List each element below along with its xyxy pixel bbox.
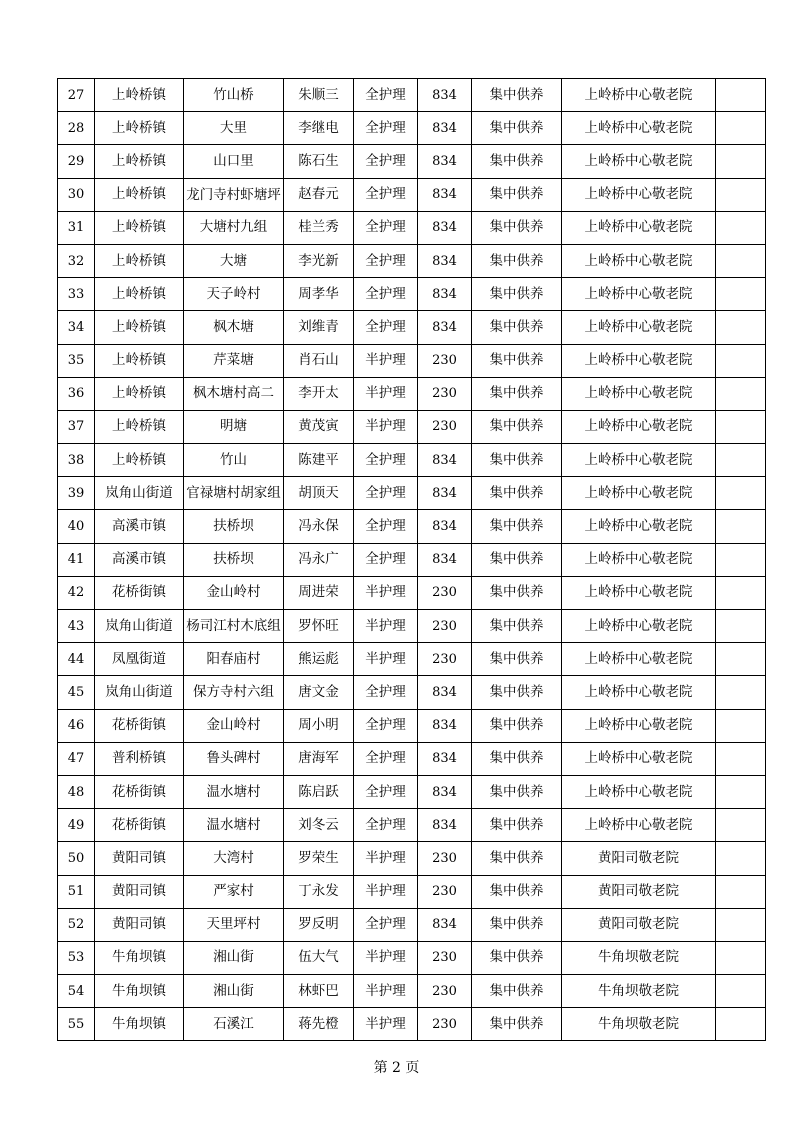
person-name-cell: 桂兰秀 [284, 211, 354, 244]
village-cell: 扶桥坝 [184, 510, 284, 543]
table-row [58, 643, 766, 676]
care-level-cell: 全护理 [354, 211, 418, 244]
table-row [58, 79, 766, 112]
row-number-cell: 41 [58, 543, 95, 576]
town-cell: 上岭桥镇 [95, 377, 184, 410]
care-level-cell: 全护理 [354, 278, 418, 311]
remark-cell [716, 1008, 766, 1041]
town-cell: 上岭桥镇 [95, 145, 184, 178]
person-name-cell: 李光新 [284, 244, 354, 277]
town-cell: 上岭桥镇 [95, 444, 184, 477]
table-row [58, 1008, 766, 1041]
row-number-cell: 48 [58, 775, 95, 808]
town-cell: 上岭桥镇 [95, 344, 184, 377]
remark-cell [716, 112, 766, 145]
amount-cell: 834 [418, 510, 472, 543]
amount-cell: 230 [418, 842, 472, 875]
nursing-home-cell: 上岭桥中心敬老院 [562, 676, 716, 709]
amount-cell: 834 [418, 79, 472, 112]
remark-cell [716, 676, 766, 709]
village-cell: 大里 [184, 112, 284, 145]
town-cell: 黄阳司镇 [95, 908, 184, 941]
village-cell: 竹山桥 [184, 79, 284, 112]
village-cell: 杨司江村木底组 [184, 610, 284, 643]
row-number-cell: 38 [58, 444, 95, 477]
town-cell: 牛角坝镇 [95, 941, 184, 974]
support-type-cell: 集中供养 [472, 941, 562, 974]
remark-cell [716, 576, 766, 609]
person-name-cell: 熊运彪 [284, 643, 354, 676]
support-type-cell: 集中供养 [472, 775, 562, 808]
care-level-cell: 全护理 [354, 510, 418, 543]
nursing-home-cell: 牛角坝敬老院 [562, 941, 716, 974]
row-number-cell: 30 [58, 178, 95, 211]
amount-cell: 230 [418, 576, 472, 609]
person-name-cell: 唐文金 [284, 676, 354, 709]
care-level-cell: 全护理 [354, 444, 418, 477]
remark-cell [716, 643, 766, 676]
person-name-cell: 黄茂寅 [284, 410, 354, 443]
town-cell: 上岭桥镇 [95, 244, 184, 277]
village-cell: 明塘 [184, 410, 284, 443]
nursing-home-cell: 上岭桥中心敬老院 [562, 145, 716, 178]
village-cell: 大湾村 [184, 842, 284, 875]
person-name-cell: 陈石生 [284, 145, 354, 178]
care-level-cell: 全护理 [354, 145, 418, 178]
support-type-cell: 集中供养 [472, 311, 562, 344]
care-level-cell: 全护理 [354, 112, 418, 145]
table-row [58, 875, 766, 908]
row-number-cell: 54 [58, 975, 95, 1008]
row-number-cell: 52 [58, 908, 95, 941]
table-row [58, 344, 766, 377]
remark-cell [716, 543, 766, 576]
row-number-cell: 55 [58, 1008, 95, 1041]
nursing-home-cell: 黄阳司敬老院 [562, 908, 716, 941]
support-type-cell: 集中供养 [472, 211, 562, 244]
nursing-home-cell: 上岭桥中心敬老院 [562, 244, 716, 277]
table-row [58, 178, 766, 211]
remark-cell [716, 377, 766, 410]
village-cell: 山口里 [184, 145, 284, 178]
support-type-cell: 集中供养 [472, 444, 562, 477]
table-row [58, 244, 766, 277]
amount-cell: 834 [418, 543, 472, 576]
row-number-cell: 27 [58, 79, 95, 112]
table-row [58, 278, 766, 311]
row-number-cell: 37 [58, 410, 95, 443]
row-number-cell: 47 [58, 742, 95, 775]
nursing-home-cell: 上岭桥中心敬老院 [562, 709, 716, 742]
village-cell: 大塘 [184, 244, 284, 277]
person-name-cell: 伍大气 [284, 941, 354, 974]
table-row [58, 709, 766, 742]
nursing-home-cell: 黄阳司敬老院 [562, 842, 716, 875]
town-cell: 花桥街镇 [95, 576, 184, 609]
support-type-cell: 集中供养 [472, 809, 562, 842]
village-cell: 严家村 [184, 875, 284, 908]
nursing-home-cell: 上岭桥中心敬老院 [562, 643, 716, 676]
village-cell: 阳春庙村 [184, 643, 284, 676]
person-name-cell: 刘维青 [284, 311, 354, 344]
care-level-cell: 半护理 [354, 576, 418, 609]
town-cell: 上岭桥镇 [95, 311, 184, 344]
village-cell: 芹菜塘 [184, 344, 284, 377]
village-cell: 大塘村九组 [184, 211, 284, 244]
table-body [58, 79, 766, 1041]
amount-cell: 834 [418, 178, 472, 211]
table-row [58, 410, 766, 443]
care-level-cell: 半护理 [354, 610, 418, 643]
support-type-cell: 集中供养 [472, 875, 562, 908]
care-level-cell: 半护理 [354, 875, 418, 908]
support-type-cell: 集中供养 [472, 543, 562, 576]
care-level-cell: 全护理 [354, 742, 418, 775]
town-cell: 上岭桥镇 [95, 112, 184, 145]
row-number-cell: 42 [58, 576, 95, 609]
care-level-cell: 半护理 [354, 842, 418, 875]
remark-cell [716, 410, 766, 443]
care-level-cell: 全护理 [354, 543, 418, 576]
village-cell: 金山岭村 [184, 576, 284, 609]
row-number-cell: 34 [58, 311, 95, 344]
remark-cell [716, 311, 766, 344]
row-number-cell: 39 [58, 477, 95, 510]
row-number-cell: 40 [58, 510, 95, 543]
town-cell: 上岭桥镇 [95, 410, 184, 443]
care-level-cell: 全护理 [354, 311, 418, 344]
town-cell: 凤凰街道 [95, 643, 184, 676]
nursing-home-cell: 上岭桥中心敬老院 [562, 576, 716, 609]
support-type-cell: 集中供养 [472, 1008, 562, 1041]
care-level-cell: 全护理 [354, 676, 418, 709]
care-level-cell: 半护理 [354, 975, 418, 1008]
support-type-cell: 集中供养 [472, 178, 562, 211]
town-cell: 上岭桥镇 [95, 278, 184, 311]
remark-cell [716, 510, 766, 543]
support-type-cell: 集中供养 [472, 344, 562, 377]
person-name-cell: 罗荣生 [284, 842, 354, 875]
care-level-cell: 全护理 [354, 477, 418, 510]
table-row [58, 908, 766, 941]
amount-cell: 230 [418, 1008, 472, 1041]
town-cell: 上岭桥镇 [95, 79, 184, 112]
support-type-cell: 集中供养 [472, 676, 562, 709]
nursing-home-cell: 上岭桥中心敬老院 [562, 410, 716, 443]
amount-cell: 834 [418, 278, 472, 311]
amount-cell: 834 [418, 908, 472, 941]
nursing-home-cell: 上岭桥中心敬老院 [562, 809, 716, 842]
support-type-cell: 集中供养 [472, 278, 562, 311]
nursing-home-cell: 上岭桥中心敬老院 [562, 344, 716, 377]
table-row [58, 145, 766, 178]
row-number-cell: 36 [58, 377, 95, 410]
support-type-cell: 集中供养 [472, 79, 562, 112]
town-cell: 岚角山街道 [95, 676, 184, 709]
village-cell: 石溪江 [184, 1008, 284, 1041]
village-cell: 官禄塘村胡家组 [184, 477, 284, 510]
row-number-cell: 35 [58, 344, 95, 377]
care-level-cell: 半护理 [354, 941, 418, 974]
support-type-cell: 集中供养 [472, 709, 562, 742]
table-row [58, 211, 766, 244]
remark-cell [716, 477, 766, 510]
town-cell: 普利桥镇 [95, 742, 184, 775]
remark-cell [716, 211, 766, 244]
table-row [58, 975, 766, 1008]
support-type-cell: 集中供养 [472, 610, 562, 643]
remark-cell [716, 875, 766, 908]
amount-cell: 230 [418, 941, 472, 974]
person-name-cell: 陈建平 [284, 444, 354, 477]
amount-cell: 834 [418, 775, 472, 808]
remark-cell [716, 775, 766, 808]
remark-cell [716, 742, 766, 775]
nursing-home-cell: 上岭桥中心敬老院 [562, 278, 716, 311]
row-number-cell: 51 [58, 875, 95, 908]
support-type-cell: 集中供养 [472, 908, 562, 941]
row-number-cell: 31 [58, 211, 95, 244]
amount-cell: 834 [418, 742, 472, 775]
support-type-cell: 集中供养 [472, 643, 562, 676]
town-cell: 岚角山街道 [95, 610, 184, 643]
row-number-cell: 50 [58, 842, 95, 875]
remark-cell [716, 610, 766, 643]
nursing-home-cell: 上岭桥中心敬老院 [562, 79, 716, 112]
care-level-cell: 半护理 [354, 377, 418, 410]
amount-cell: 834 [418, 112, 472, 145]
table-row [58, 742, 766, 775]
support-type-cell: 集中供养 [472, 112, 562, 145]
support-type-cell: 集中供养 [472, 377, 562, 410]
row-number-cell: 46 [58, 709, 95, 742]
row-number-cell: 33 [58, 278, 95, 311]
amount-cell: 834 [418, 244, 472, 277]
care-level-cell: 全护理 [354, 908, 418, 941]
person-name-cell: 罗怀旺 [284, 610, 354, 643]
remark-cell [716, 79, 766, 112]
village-cell: 枫木塘 [184, 311, 284, 344]
nursing-home-cell: 牛角坝敬老院 [562, 1008, 716, 1041]
town-cell: 上岭桥镇 [95, 178, 184, 211]
table-row [58, 477, 766, 510]
care-level-cell: 半护理 [354, 1008, 418, 1041]
row-number-cell: 49 [58, 809, 95, 842]
remark-cell [716, 941, 766, 974]
care-level-cell: 全护理 [354, 709, 418, 742]
row-number-cell: 45 [58, 676, 95, 709]
row-number-cell: 53 [58, 941, 95, 974]
village-cell: 湘山街 [184, 941, 284, 974]
table-row [58, 775, 766, 808]
remark-cell [716, 344, 766, 377]
table-row [58, 676, 766, 709]
amount-cell: 230 [418, 975, 472, 1008]
town-cell: 上岭桥镇 [95, 211, 184, 244]
nursing-home-cell: 上岭桥中心敬老院 [562, 510, 716, 543]
amount-cell: 230 [418, 875, 472, 908]
table-row [58, 510, 766, 543]
amount-cell: 230 [418, 643, 472, 676]
table-row [58, 311, 766, 344]
amount-cell: 834 [418, 444, 472, 477]
care-level-cell: 全护理 [354, 775, 418, 808]
town-cell: 岚角山街道 [95, 477, 184, 510]
nursing-home-cell: 上岭桥中心敬老院 [562, 610, 716, 643]
village-cell: 鲁头碑村 [184, 742, 284, 775]
town-cell: 牛角坝镇 [95, 1008, 184, 1041]
person-name-cell: 蒋先橙 [284, 1008, 354, 1041]
town-cell: 花桥街镇 [95, 709, 184, 742]
nursing-home-cell: 上岭桥中心敬老院 [562, 178, 716, 211]
town-cell: 花桥街镇 [95, 775, 184, 808]
person-name-cell: 赵春元 [284, 178, 354, 211]
village-cell: 温水塘村 [184, 775, 284, 808]
person-name-cell: 唐海军 [284, 742, 354, 775]
table-row [58, 809, 766, 842]
amount-cell: 230 [418, 377, 472, 410]
support-type-cell: 集中供养 [472, 145, 562, 178]
person-name-cell: 肖石山 [284, 344, 354, 377]
village-cell: 湘山街 [184, 975, 284, 1008]
person-name-cell: 冯永保 [284, 510, 354, 543]
village-cell: 天里坪村 [184, 908, 284, 941]
town-cell: 花桥街镇 [95, 809, 184, 842]
support-type-cell: 集中供养 [472, 477, 562, 510]
support-type-cell: 集中供养 [472, 510, 562, 543]
remark-cell [716, 975, 766, 1008]
care-level-cell: 全护理 [354, 79, 418, 112]
support-type-cell: 集中供养 [472, 975, 562, 1008]
page-number: 第 2 页 [373, 1060, 420, 1076]
remark-cell [716, 444, 766, 477]
amount-cell: 834 [418, 676, 472, 709]
row-number-cell: 44 [58, 643, 95, 676]
support-type-cell: 集中供养 [472, 244, 562, 277]
nursing-home-cell: 上岭桥中心敬老院 [562, 775, 716, 808]
person-name-cell: 周进荣 [284, 576, 354, 609]
person-name-cell: 胡顶天 [284, 477, 354, 510]
table-row [58, 543, 766, 576]
village-cell: 金山岭村 [184, 709, 284, 742]
remark-cell [716, 178, 766, 211]
amount-cell: 834 [418, 809, 472, 842]
village-cell: 保方寺村六组 [184, 676, 284, 709]
care-level-cell: 全护理 [354, 178, 418, 211]
table-row [58, 941, 766, 974]
support-type-cell: 集中供养 [472, 742, 562, 775]
care-level-cell: 全护理 [354, 809, 418, 842]
table-row [58, 112, 766, 145]
amount-cell: 230 [418, 344, 472, 377]
person-name-cell: 陈启跃 [284, 775, 354, 808]
person-name-cell: 周小明 [284, 709, 354, 742]
amount-cell: 230 [418, 410, 472, 443]
village-cell: 龙门寺村虾塘坪 [184, 178, 284, 211]
nursing-home-cell: 上岭桥中心敬老院 [562, 444, 716, 477]
table-row [58, 610, 766, 643]
amount-cell: 834 [418, 211, 472, 244]
nursing-home-cell: 上岭桥中心敬老院 [562, 477, 716, 510]
row-number-cell: 43 [58, 610, 95, 643]
relief-roster-table [57, 78, 766, 1041]
table-row [58, 576, 766, 609]
row-number-cell: 29 [58, 145, 95, 178]
nursing-home-cell: 上岭桥中心敬老院 [562, 211, 716, 244]
remark-cell [716, 842, 766, 875]
care-level-cell: 半护理 [354, 344, 418, 377]
remark-cell [716, 278, 766, 311]
person-name-cell: 罗反明 [284, 908, 354, 941]
person-name-cell: 林虾巴 [284, 975, 354, 1008]
table-row [58, 444, 766, 477]
nursing-home-cell: 上岭桥中心敬老院 [562, 742, 716, 775]
village-cell: 扶桥坝 [184, 543, 284, 576]
amount-cell: 834 [418, 311, 472, 344]
care-level-cell: 半护理 [354, 410, 418, 443]
remark-cell [716, 809, 766, 842]
person-name-cell: 李开太 [284, 377, 354, 410]
town-cell: 黄阳司镇 [95, 842, 184, 875]
village-cell: 枫木塘村高二 [184, 377, 284, 410]
town-cell: 高溪市镇 [95, 510, 184, 543]
town-cell: 黄阳司镇 [95, 875, 184, 908]
row-number-cell: 32 [58, 244, 95, 277]
remark-cell [716, 145, 766, 178]
support-type-cell: 集中供养 [472, 842, 562, 875]
remark-cell [716, 908, 766, 941]
amount-cell: 230 [418, 610, 472, 643]
person-name-cell: 冯永广 [284, 543, 354, 576]
village-cell: 温水塘村 [184, 809, 284, 842]
table-row [58, 842, 766, 875]
person-name-cell: 周孝华 [284, 278, 354, 311]
person-name-cell: 刘冬云 [284, 809, 354, 842]
remark-cell [716, 709, 766, 742]
care-level-cell: 全护理 [354, 244, 418, 277]
nursing-home-cell: 上岭桥中心敬老院 [562, 112, 716, 145]
amount-cell: 834 [418, 145, 472, 178]
table-row [58, 377, 766, 410]
nursing-home-cell: 上岭桥中心敬老院 [562, 543, 716, 576]
row-number-cell: 28 [58, 112, 95, 145]
amount-cell: 834 [418, 709, 472, 742]
nursing-home-cell: 黄阳司敬老院 [562, 875, 716, 908]
village-cell: 天子岭村 [184, 278, 284, 311]
nursing-home-cell: 牛角坝敬老院 [562, 975, 716, 1008]
support-type-cell: 集中供养 [472, 576, 562, 609]
nursing-home-cell: 上岭桥中心敬老院 [562, 377, 716, 410]
amount-cell: 834 [418, 477, 472, 510]
person-name-cell: 李继电 [284, 112, 354, 145]
support-type-cell: 集中供养 [472, 410, 562, 443]
town-cell: 牛角坝镇 [95, 975, 184, 1008]
care-level-cell: 半护理 [354, 643, 418, 676]
person-name-cell: 丁永发 [284, 875, 354, 908]
person-name-cell: 朱顺三 [284, 79, 354, 112]
nursing-home-cell: 上岭桥中心敬老院 [562, 311, 716, 344]
village-cell: 竹山 [184, 444, 284, 477]
remark-cell [716, 244, 766, 277]
town-cell: 高溪市镇 [95, 543, 184, 576]
